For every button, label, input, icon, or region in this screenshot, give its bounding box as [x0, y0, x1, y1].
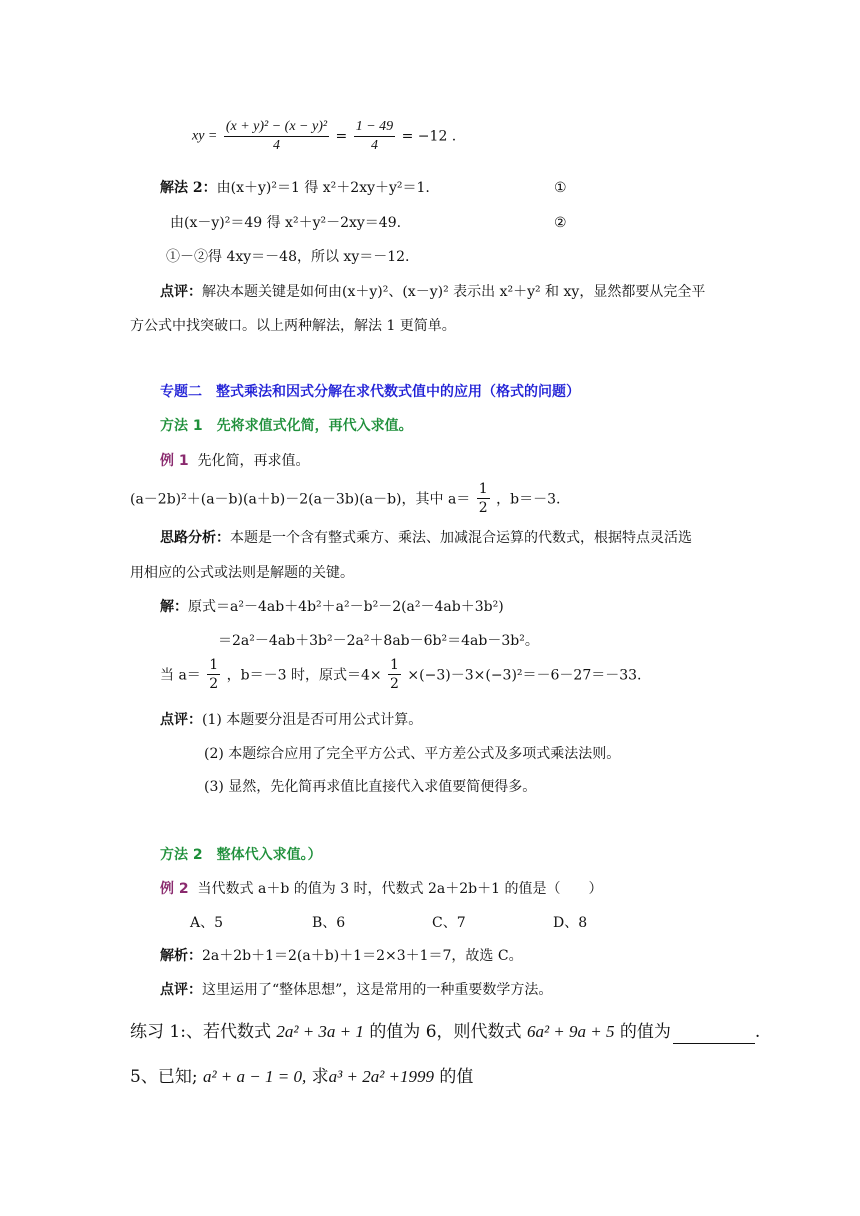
solution-label: 解：	[160, 599, 188, 615]
exercise5-mid: 求	[311, 1067, 329, 1087]
example2-text: 当代数式 a＋b 的值为 3 时，代数式 2a＋2b＋1 的值是（ ）	[197, 881, 603, 897]
solution-line3	[160, 656, 642, 693]
analysis2-label: 解析：	[160, 948, 202, 964]
analysis2-text: 2a＋2b＋1＝2(a＋b)＋1＝2×3＋1＝7，故选 C。	[202, 948, 523, 964]
exercise1-expr2: 6a² + 9a + 5	[526, 1022, 615, 1041]
solution-line3-b: ，b＝－3 时，原式＝4×	[226, 667, 382, 684]
comment1-line2: 方公式中找突破口。以上两种解法，解法 1 更简单。	[130, 318, 456, 334]
exercise5-expr: a² + a − 1 = 0,	[202, 1067, 307, 1086]
comment3-text: 这里运用了“整体思想”，这是常用的一种重要数学方法。	[202, 982, 553, 998]
formula-rhs: = −12 .	[401, 128, 457, 145]
example2-option-c: C、7	[432, 915, 466, 931]
example2-option-d: D、8	[553, 915, 588, 931]
formula-denominator-1: 4	[272, 138, 280, 153]
solution-frac-a-num: 1	[209, 657, 219, 673]
method2-label: 解法 2：	[160, 180, 217, 196]
method2-line3: ①－②得 4xy＝－48，所以 xy＝－12.	[166, 249, 410, 265]
comment1-label: 点评：	[160, 284, 202, 300]
solution-line3-a: 当 a＝	[160, 667, 201, 684]
example1-expr: (a－2b)²＋(a－b)(a＋b)－2(a－3b)(a－b)，其中 a＝	[130, 491, 471, 508]
example2-option-a: A、5	[190, 915, 224, 931]
comment3-label: 点评：	[160, 982, 202, 998]
answer-blank	[673, 1027, 755, 1044]
analysis-line1	[160, 528, 692, 548]
exercise5-expr2: a³ + 2a² +1999	[328, 1067, 435, 1086]
exercise1-expr1: 2a² + 3a + 1	[276, 1022, 364, 1041]
formula-fraction-1	[224, 118, 329, 155]
comment2-item3: (3) 显然，先化简再求值比直接代入求值要简便得多。	[204, 779, 537, 795]
solution-fraction-a	[207, 656, 220, 693]
exercise1-prefix: 练习 1:、若代数式	[130, 1022, 271, 1042]
solution-text1: 原式＝a²－4ab＋4b²＋a²－b²－2(a²－4ab＋3b²)	[188, 599, 504, 615]
example2-line	[160, 879, 602, 899]
circled-one-mark: ①	[554, 180, 567, 196]
topic2-title: 专题二 整式乘法和因式分解在求代数式值中的应用（格式的问题）	[160, 384, 580, 400]
comment3-line	[160, 980, 552, 1000]
comment2-label: 点评：	[160, 712, 202, 728]
comment2-item1: (1) 本题要分沮是否可用公式计算。	[202, 712, 423, 728]
formula-equals: =	[335, 128, 348, 145]
formula-lhs: xy =	[192, 128, 218, 144]
exercise5-line	[130, 1065, 473, 1089]
comment2-item2: (2) 本题综合应用了完全平方公式、平方差公式及多项式乘法法则。	[204, 746, 621, 762]
example1-expr-tail: ，b＝－3.	[496, 491, 561, 508]
method2-line2: 由(x－y)²＝49 得 x²＋y²－2xy＝49.	[170, 215, 402, 231]
method1-title: 方法 1 先将求值式化简，再代入求值。	[160, 418, 413, 434]
analysis-text1: 本题是一个含有整式乘方、乘法、加减混合运算的代数式，根据特点灵活选	[230, 530, 692, 546]
example1-text: 先化简，再求值。	[197, 453, 310, 469]
solution-line2: ＝2a²－4ab＋3b²－2a²＋8ab－6b²＝4ab－3b²。	[218, 633, 539, 649]
exercise1-line	[130, 1020, 760, 1044]
example1-expression	[130, 480, 560, 517]
comment2-line1	[160, 710, 422, 730]
example2-option-b: B、6	[312, 915, 346, 931]
comment1-text1: 解决本题关键是如何由(x＋y)²、(x－y)² 表示出 x²＋y² 和 xy，显然都要从完全平	[202, 284, 706, 300]
exercise1-tail: 的值为	[619, 1022, 671, 1042]
example1-frac-den: 2	[478, 500, 488, 516]
exercise5-prefix: 5、已知;	[130, 1067, 198, 1087]
formula-fraction-2	[354, 118, 395, 155]
analysis-line2: 用相应的公式或法则是解题的关键。	[130, 565, 354, 581]
solution-line1	[160, 597, 504, 617]
solution-line3-c: ×(−3)－3×(−3)²＝－6－27＝－33.	[407, 667, 642, 684]
comment1-line1	[160, 282, 705, 302]
example1-label: 例 1	[160, 453, 189, 469]
example1-line	[160, 451, 310, 471]
method2-text1: 由(x＋y)²＝1 得 x²＋2xy＋y²＝1.	[216, 180, 430, 196]
circled-two-mark: ②	[554, 215, 567, 231]
solution-frac-b-num: 1	[390, 657, 399, 673]
method2-line1	[160, 178, 430, 198]
method2-title: 方法 2 整体代入求值。）	[160, 847, 322, 863]
formula-numerator-2: 1 − 49	[354, 118, 395, 137]
analysis-label: 思路分析：	[160, 530, 230, 546]
example1-fraction	[477, 480, 490, 517]
example1-frac-num: 1	[478, 481, 488, 497]
analysis2-line	[160, 946, 523, 966]
solution-frac-b-den: 2	[390, 676, 399, 692]
formula-numerator-1: (x + y)² − (x − y)²	[224, 118, 329, 137]
exercise1-mid: 的值为 6，则代数式	[369, 1022, 522, 1042]
solution-frac-a-den: 2	[209, 676, 219, 692]
formula-xy	[192, 118, 456, 155]
example2-label: 例 2	[160, 881, 189, 897]
solution-fraction-b	[388, 656, 401, 693]
formula-denominator-2: 4	[370, 138, 378, 153]
exercise5-tail: 的值	[439, 1067, 474, 1087]
exercise1-end: .	[754, 1022, 761, 1042]
